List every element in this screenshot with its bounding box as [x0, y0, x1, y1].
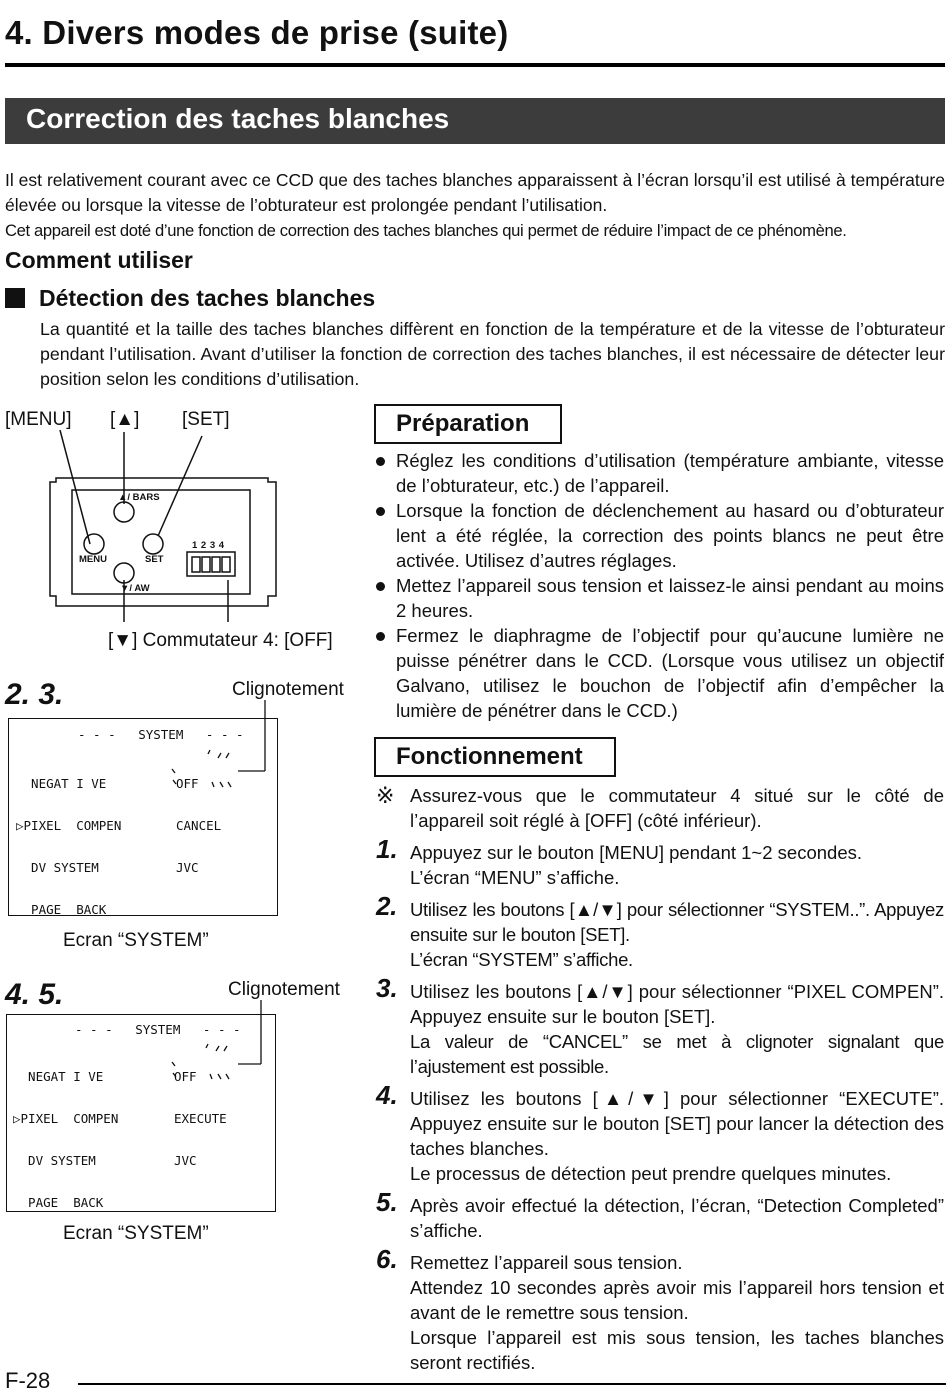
detection-heading-row — [5, 285, 375, 312]
screen1-menu-rows — [16, 749, 121, 931]
header-rule — [5, 63, 945, 67]
preparation-item: Réglez les conditions d’utilisation (température ambiante, vitesse de l’obturateur, etc.) de l’appareil. — [374, 448, 944, 498]
up-button-label: [▲] — [110, 409, 140, 430]
step-line: L’écran “SYSTEM” s’affiche. — [410, 949, 633, 970]
note-text: Assurez-vous que le commutateur 4 situé sur le côté de l’appareil soit réglé à [OFF] (côté inférieur). — [410, 785, 944, 831]
step-number: 2. — [376, 891, 398, 921]
step-line: L’écran “MENU” s’affiche. — [410, 867, 620, 888]
screen1-blink-marks — [170, 700, 270, 800]
operation-heading: Fonctionnement — [374, 737, 616, 777]
step-5 — [374, 1187, 944, 1243]
preparation-item: Mettez l’appareil sous tension et laissez-le ainsi pendant au moins 2 heures. — [374, 573, 944, 623]
screen2-menu-rows — [13, 1042, 118, 1224]
step-line: Remettez l’appareil sous tension. — [410, 1252, 683, 1273]
step-line: Lorsque l’appareil est mis sous tension, les taches blanches seront rectifiés. — [410, 1327, 944, 1373]
chapter-title: 4. Divers modes de prise (suite) — [5, 14, 509, 51]
step-2 — [374, 891, 944, 972]
preparation-item: Lorsque la fonction de déclenchement au hasard ou d’obturateur lent a été réglée, la correction des points blancs ne peut être activée. Utilisez d’autres réglages. — [374, 498, 944, 573]
detection-heading: Détection des taches blanches — [39, 285, 376, 311]
screen1-blink-label: Clignotement — [232, 679, 344, 700]
step-4 — [374, 1080, 944, 1186]
step-line: Utilisez les boutons [▲/▼] pour sélectionner “EXECUTE”. Appuyez ensuite sur le bouton [SET] pour lancer la détection des taches blanches. — [410, 1088, 944, 1159]
step-6 — [374, 1244, 944, 1375]
step-number: 6. — [376, 1244, 398, 1274]
panel-up-text: ▲/ BARS — [118, 492, 160, 503]
step-1 — [374, 834, 944, 890]
step-number: 4. — [376, 1080, 398, 1110]
screen1-value: CANCEL — [176, 818, 222, 833]
screen2-caption: Ecran “SYSTEM” — [63, 1223, 209, 1244]
intro-paragraph-2: Cet appareil est doté d’une fonction de correction des taches blanches qui permet de réduire l’impact de ce phénomène. — [5, 221, 847, 240]
menu-button-shape — [84, 534, 104, 554]
screen2-value: EXECUTE — [174, 1111, 227, 1126]
detection-text: La quantité et la taille des taches blanches diffèrent en fonction de la température et de la vitesse de l’obturateur pendant l’utilisation. Avant d’utiliser la fonction de correction des taches blanches, il est nécessaire de détecter leur position selon les conditions d’utilisation. — [40, 319, 945, 389]
step-line: Attendez 10 secondes après avoir mis l’appareil hors tension et avant de le remettre sous tension. — [410, 1277, 944, 1323]
screen2-row: DV SYSTEM — [13, 1153, 96, 1168]
down-switch-label: [▼] Commutateur 4: [OFF] — [108, 630, 333, 651]
how-to-use-heading: Comment utiliser — [5, 247, 193, 273]
screen1-row: PAGE BACK — [16, 902, 107, 917]
page-number: F-28 — [5, 1368, 51, 1393]
preparation-heading: Préparation — [374, 404, 562, 444]
screen2-value: JVC — [174, 1153, 197, 1168]
up-button-shape — [114, 502, 134, 522]
screen2-row: NEGAT I VE — [13, 1069, 104, 1084]
screen2-step-label: 4. 5. — [5, 978, 64, 1011]
screen2-blink-label: Clignotement — [228, 979, 340, 1000]
screen2-value: OFF — [174, 1069, 197, 1084]
step-number: 5. — [376, 1187, 398, 1217]
screen1-step-label: 2. 3. — [5, 678, 64, 711]
operation-note — [374, 783, 944, 833]
screen2-row: PAGE BACK — [13, 1195, 104, 1210]
step-line: Après avoir effectué la détection, l’écran, “Detection Completed” s’affiche. — [410, 1195, 944, 1241]
intro-block — [5, 168, 945, 243]
step-line: La valeur de “CANCEL” se met à clignoter signalant que l’ajustement est possible. — [410, 1031, 944, 1077]
step-number: 1. — [376, 834, 398, 864]
screen2-row: ▷PIXEL COMPEN — [13, 1111, 119, 1126]
preparation-item: Fermez le diaphragme de l’objectif pour qu’aucune lumière ne puisse pénétrer dans le CCD. (Lorsque vous utilisez un objectif Galvano, utilisez le bouchon de l’objectif afin d’empêcher la lumière de pénétrer dans le CCD.) — [374, 623, 944, 723]
screen1-caption: Ecran “SYSTEM” — [63, 930, 209, 951]
screen1-row: ▷PIXEL COMPEN — [16, 818, 122, 833]
screen1-row: DV SYSTEM — [16, 860, 99, 875]
step-3 — [374, 973, 944, 1079]
screen1-value: OFF — [176, 776, 199, 791]
section-title: Correction des taches blanches — [26, 103, 450, 134]
menu-button-label: [MENU] — [5, 409, 72, 430]
footer-rule — [78, 1383, 946, 1385]
screen1-title: - - - SYSTEM - - - — [78, 727, 244, 742]
step-line: Utilisez les boutons [▲/▼] pour sélectionner “PIXEL COMPEN”. Appuyez ensuite sur le bouton [SET]. — [410, 981, 944, 1027]
panel-menu-text: MENU — [79, 554, 107, 565]
preparation-list — [374, 448, 944, 723]
screen1-value: JVC — [176, 860, 199, 875]
operation-steps — [374, 783, 944, 1375]
control-panel-diagram — [0, 430, 360, 635]
panel-switch-numbers: 1 2 3 4 — [192, 540, 225, 551]
square-bullet-icon — [5, 288, 25, 308]
step-number: 3. — [376, 973, 398, 1003]
step-line: Appuyez sur le bouton [MENU] pendant 1~2 secondes. — [410, 842, 862, 863]
screen1-row: NEGAT I VE — [16, 776, 107, 791]
screen2-title: - - - SYSTEM - - - — [75, 1022, 241, 1037]
intro-paragraph-1: Il est relativement courant avec ce CCD que des taches blanches apparaissent à l’écran lorsqu’il est utilisé à température élevée ou lorsque la vitesse de l’obturateur est prolongée pendant l’utilisation. — [5, 170, 945, 215]
panel-down-text: ▼/ AW — [120, 583, 150, 594]
set-button-shape — [143, 534, 163, 554]
set-button-label: [SET] — [182, 409, 230, 430]
note-mark-icon: ※ — [376, 783, 395, 808]
step-line: Utilisez les boutons [▲/▼] pour sélectionner “SYSTEM..”. Appuyez ensuite sur le bouton [SET]. — [410, 899, 944, 945]
step-line: Le processus de détection peut prendre quelques minutes. — [410, 1163, 892, 1184]
screen2-blink-marks — [168, 1000, 268, 1100]
panel-set-text: SET — [145, 554, 164, 565]
